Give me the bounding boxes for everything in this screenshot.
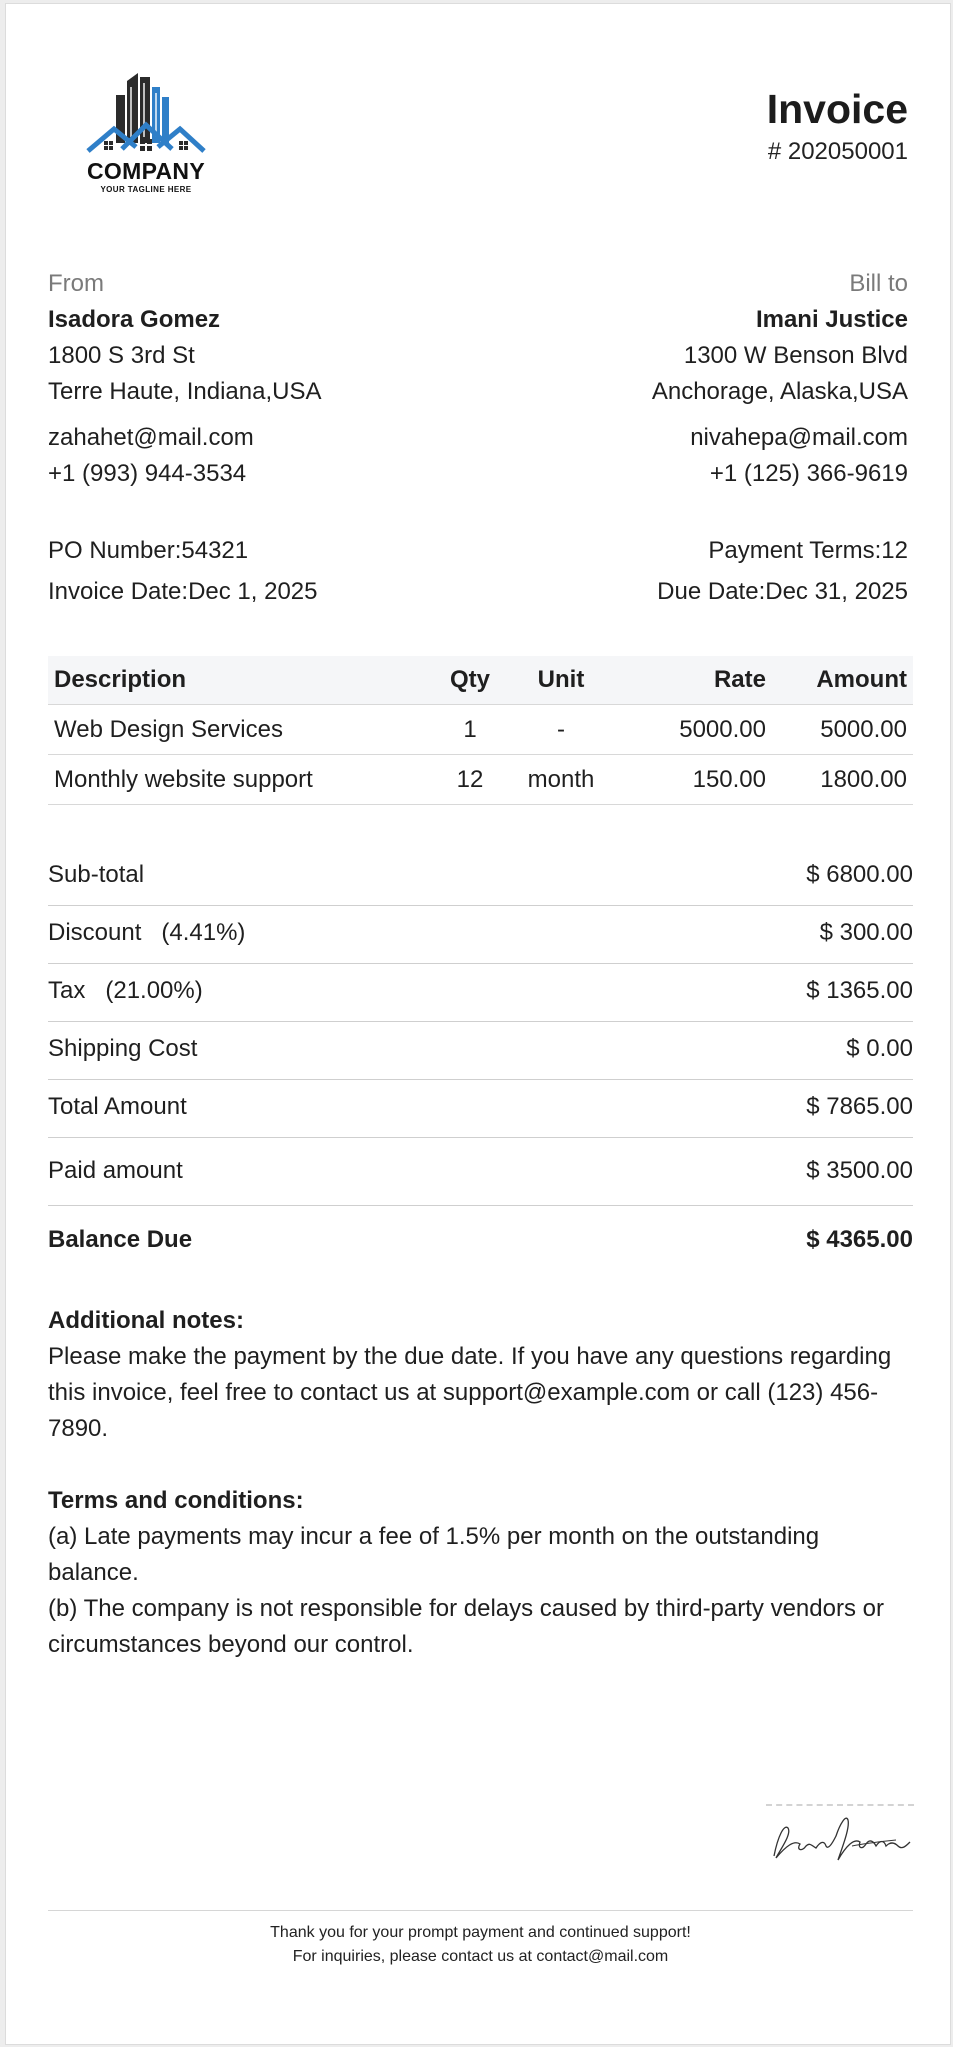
footer-thanks: Thank you for your prompt payment and continued support!: [270, 1924, 691, 1941]
balance-label: Balance Due: [48, 1226, 193, 1253]
row-rate: 150.00: [616, 755, 772, 805]
bill-to-label: Bill to: [849, 270, 908, 297]
bill-to-name: Imani Justice: [755, 306, 908, 333]
from-email: zahahet@mail.com: [48, 424, 254, 451]
tax-value: $ 1365.00: [806, 977, 913, 1004]
from-address-line1: 1800 S 3rd St: [48, 342, 195, 369]
row-rate: 5000.00: [616, 705, 772, 755]
subtotal-label: Sub-total: [48, 861, 145, 888]
discount-row: [48, 905, 913, 964]
table-row: [48, 755, 913, 805]
row-description: Monthly website support: [48, 755, 434, 805]
header-description: Description: [48, 656, 434, 705]
terms-title: Terms and conditions:: [48, 1487, 304, 1514]
footer-contact: For inquiries, please contact us at contact@mail.com: [292, 1948, 669, 1965]
subtotal-value: $ 6800.00: [806, 861, 913, 888]
notes-section: [48, 1303, 913, 1447]
row-amount: 1800.00: [772, 755, 913, 805]
notes-title: Additional notes:: [48, 1307, 244, 1334]
from-address-line2: Terre Haute, Indiana,USA: [48, 378, 322, 405]
row-amount: 5000.00: [772, 705, 913, 755]
row-unit: -: [506, 705, 616, 755]
total-label: Total Amount: [48, 1093, 187, 1120]
row-qty: 12: [434, 755, 506, 805]
bill-to-address-line2: Anchorage, Alaska,USA: [651, 378, 908, 405]
header-unit: Unit: [506, 656, 616, 705]
paid-row: [48, 1137, 913, 1206]
company-tagline: YOUR TAGLINE HERE: [100, 185, 192, 194]
po-number: PO Number:54321: [48, 537, 249, 564]
footer-divider: [48, 1910, 913, 1911]
discount-label: Discount (4.41%): [48, 919, 246, 946]
discount-value: $ 300.00: [819, 919, 913, 946]
bill-to-email: nivahepa@mail.com: [690, 424, 908, 451]
invoice-title: Invoice: [766, 86, 908, 132]
from-name: Isadora Gomez: [48, 306, 221, 333]
bill-to-phone: +1 (125) 366-9619: [709, 460, 908, 487]
invoice-date: Invoice Date:Dec 1, 2025: [48, 578, 318, 605]
notes-text: Please make the payment by the due date. If you have any questions regarding this invoice, feel free to contact us at support@example.com or call (123) 456-7890.: [48, 1343, 892, 1442]
header-qty: Qty: [434, 656, 506, 705]
tax-row: [48, 963, 913, 1022]
row-description: Web Design Services: [48, 705, 434, 755]
tax-label: Tax (21.00%): [48, 977, 203, 1004]
header-rate: Rate: [616, 656, 772, 705]
payment-terms: Payment Terms:12: [708, 537, 908, 564]
table-row: [48, 705, 913, 755]
terms-item-b: (b) The company is not responsible for delays caused by third-party vendors or circumstances beyond our control.: [48, 1595, 884, 1658]
terms-section: [48, 1483, 913, 1663]
paid-label: Paid amount: [48, 1157, 183, 1184]
shipping-row: [48, 1021, 913, 1080]
shipping-label: Shipping Cost: [48, 1035, 198, 1062]
balance-row: [48, 1226, 913, 1254]
shipping-value: $ 0.00: [846, 1035, 913, 1062]
items-table: [48, 656, 913, 805]
row-unit: month: [506, 755, 616, 805]
terms-item-a: (a) Late payments may incur a fee of 1.5% per month on the outstanding balance.: [48, 1523, 820, 1586]
paid-value: $ 3500.00: [806, 1157, 913, 1184]
from-phone: +1 (993) 944-3534: [48, 460, 247, 487]
from-label: From: [48, 270, 104, 297]
total-row: [48, 1079, 913, 1138]
company-name: COMPANY: [87, 158, 205, 184]
signature-icon: [766, 1806, 914, 1870]
bill-to-address-line1: 1300 W Benson Blvd: [683, 342, 908, 369]
balance-value: $ 4365.00: [806, 1226, 913, 1253]
table-header-row: [48, 656, 913, 705]
total-value: $ 7865.00: [806, 1093, 913, 1120]
invoice-page: [5, 3, 951, 2045]
subtotal-row: [48, 847, 913, 906]
row-qty: 1: [434, 705, 506, 755]
invoice-number: # 202050001: [767, 138, 908, 165]
due-date: Due Date:Dec 31, 2025: [657, 578, 908, 605]
header-amount: Amount: [772, 656, 913, 705]
